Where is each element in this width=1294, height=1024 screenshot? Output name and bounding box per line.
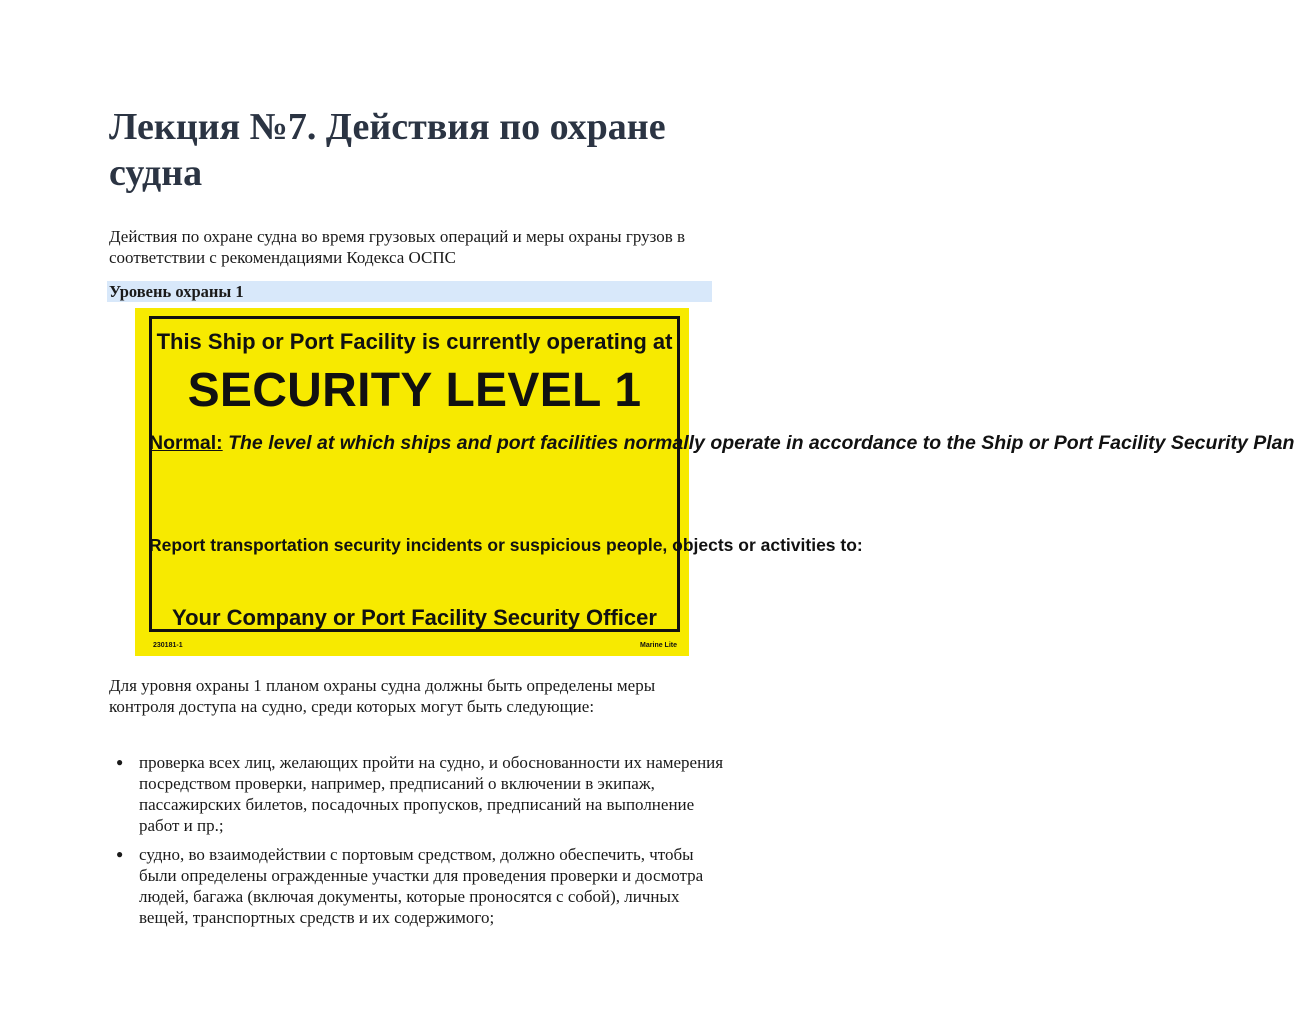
- list-item-text: проверка всех лиц, желающих пройти на судно, и обоснованности их намерения посредством проверки, например, предписаний о включении в экипаж, пассажирских билетов, посадочных пропусков, предписаний на выполнение работ и пр.;: [139, 753, 724, 835]
- sign-brand: Marine Lite: [640, 642, 677, 649]
- sign-description-text: The level at which ships and port facilities normally operate in accordance to the Ship or Port Facility Security Plan: [228, 432, 1294, 454]
- measures-list: [109, 752, 724, 936]
- intro-paragraph: Действия по охране судна во время грузовых операций и меры охраны грузов в соответствии с рекомендациями Кодекса ОСПС: [109, 227, 686, 267]
- section-heading: Уровень охраны 1: [107, 281, 712, 302]
- bullet-icon: ●: [116, 847, 124, 861]
- bullet-icon: ●: [116, 755, 124, 769]
- security-level-sign: [135, 308, 1294, 656]
- sign-officer: Your Company or Port Facility Security Officer: [172, 605, 657, 630]
- sign-normal-label: Normal:: [149, 432, 223, 454]
- sign-code: 230181-1: [153, 642, 183, 649]
- sign-description: [149, 430, 1294, 457]
- list-item-text: судно, во взаимодействии с портовым средством, должно обеспечить, чтобы были определены огражденные участки для проведения проверки и досмотра людей, багажа (включая документы, которые проносятся с собой), личных вещей, транспортных средств и их содержимого;: [139, 845, 704, 927]
- list-item: [109, 752, 724, 836]
- sign-report-text: Report transportation security incidents or suspicious people, objects or activities to:: [149, 535, 863, 555]
- list-item: [109, 844, 724, 928]
- page-title: Лекция №7. Действия по охране судна: [109, 106, 666, 194]
- sign-top-line: This Ship or Port Facility is currently operating at: [156, 329, 673, 354]
- sign-security-level: SECURITY LEVEL 1: [187, 364, 642, 417]
- access-control-paragraph: Для уровня охраны 1 планом охраны судна должны быть определены меры контроля доступа на судно, среди которых могут быть следующие:: [109, 676, 656, 716]
